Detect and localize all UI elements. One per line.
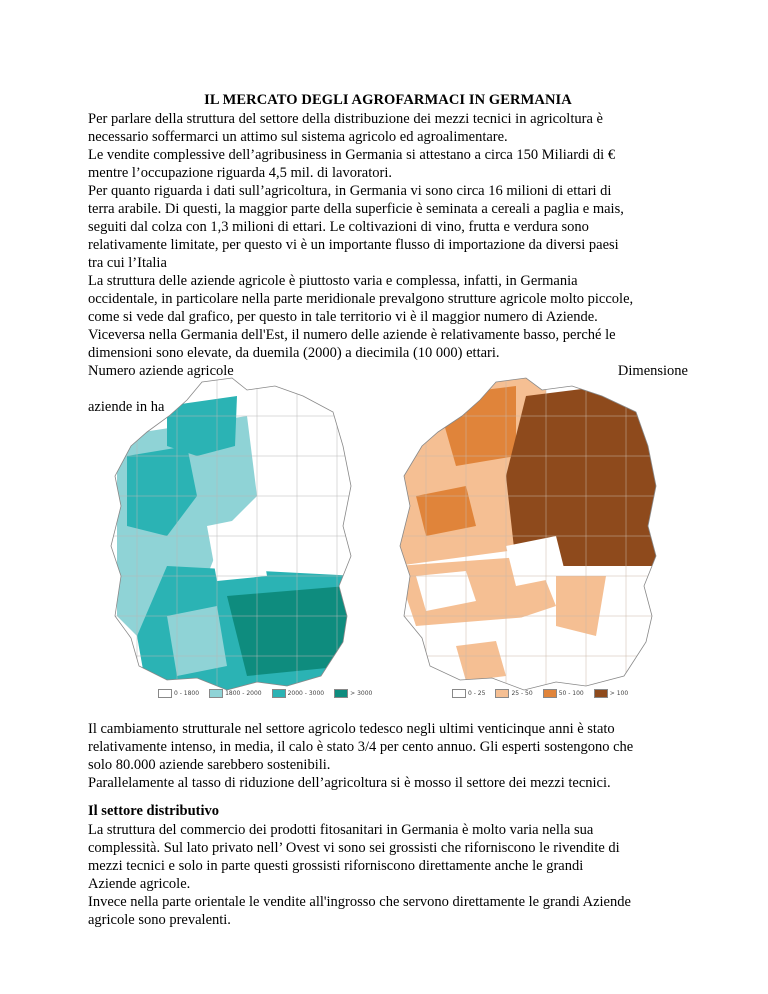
paragraph-intro: Per parlare della struttura del settore della distribuzione dei mezzi tecnici in agricoltura è necessario soffermarci un attimo sul sistema agricolo ed agroalimentare. Le vendite complessive dell’agribusiness in Germania si attestano a circa 150 Miliardi di € mentre l’occupazione riguarda 4,5 mil. di lavoratori.: [88, 111, 616, 181]
legend-label: 25 - 50: [511, 690, 533, 697]
legend-item: [543, 689, 584, 698]
legend-label: 0 - 25: [468, 690, 486, 697]
legend-item: [334, 689, 372, 698]
legend-swatch: [158, 689, 172, 698]
legend-number-of-farms: [158, 689, 382, 698]
legend-item: [158, 689, 199, 698]
legend-swatch: [495, 689, 509, 698]
legend-item: [272, 689, 325, 698]
legend-swatch: [543, 689, 557, 698]
legend-label: 50 - 100: [558, 690, 584, 697]
legend-label: > 100: [609, 690, 629, 697]
legend-item: [594, 689, 628, 698]
legend-label: 2000 - 3000: [287, 690, 325, 697]
paragraph-distribution: La struttura del commercio dei prodotti fitosanitari in Germania è molto varia nella sua complessità. Sul lato privato nell’ Ovest vi sono sei grossisti che riforniscono le rivendite di mezzi tecnici e solo in parte questi grossisti riforniscono direttamente anche le grandi Aziende agricole. Invece nella parte orientale le vendite all'ingrosso che servono direttamente le grandi Aziende agricole sono prevalenti.: [88, 822, 631, 928]
map-number-of-farms: [107, 376, 377, 692]
section-heading: Il settore distributivo: [88, 803, 220, 819]
legend-label: 1800 - 2000: [225, 690, 262, 697]
legend-swatch: [452, 689, 466, 698]
caption-right: Dimensione: [617, 363, 688, 379]
legend-label: > 3000: [350, 690, 373, 697]
legend-item: [495, 689, 532, 698]
legend-item: [452, 689, 485, 698]
legend-label: 0 - 1800: [174, 690, 200, 697]
caption-continuation: aziende in ha: [88, 399, 165, 415]
map-farm-size: [396, 376, 686, 692]
legend-swatch: [272, 689, 286, 698]
legend-farm-size: [452, 689, 638, 698]
legend-swatch: [209, 689, 223, 698]
paragraph-structural-change: Il cambiamento strutturale nel settore agricolo tedesco negli ultimi venticinque anni è stato relativamente intenso, in media, il calo è stato 3/4 per cento annuo. Gli esperti sostengono che solo 80.000 aziende sarebbero sostenibili. Parallelamente al tasso di riduzione dell’agricoltura si è mosso il settore dei mezzi tecnici.: [88, 721, 634, 791]
legend-item: [209, 689, 262, 698]
paragraph-agriculture: Per quanto riguarda i dati sull’agricoltura, in Germania vi sono circa 16 milioni di ettari di terra arabile. Di questi, la maggior parte della superficie è seminata a cereali a paglia e mais, seguiti dal colza con 1,3 milioni di ettari. Le coltivazioni di vino, frutta e verdura sono relativamente limitate, per questo vi è un importante flusso di importazione da diversi paesi tra cui l’Italia La struttura delle aziende agricole è piuttosto varia e complessa, infatti, in Germania occidentale, in particolare nella parte meridionale prevalgono strutture agricole molto piccole, come si vede dal grafico, per questo in tale territorio vi è il maggior numero di Aziende. Viceversa nella Germania dell'Est, il numero delle aziende è relativamente basso, perché le dimensioni sono elevate, da duemila (2000) a diecimila (10 000) ettari.: [88, 183, 634, 361]
document-title: IL MERCATO DEGLI AGROFARMACI IN GERMANIA: [204, 92, 572, 108]
legend-swatch: [594, 689, 608, 698]
legend-swatch: [334, 689, 348, 698]
caption-left: Numero aziende agricole: [88, 363, 234, 379]
